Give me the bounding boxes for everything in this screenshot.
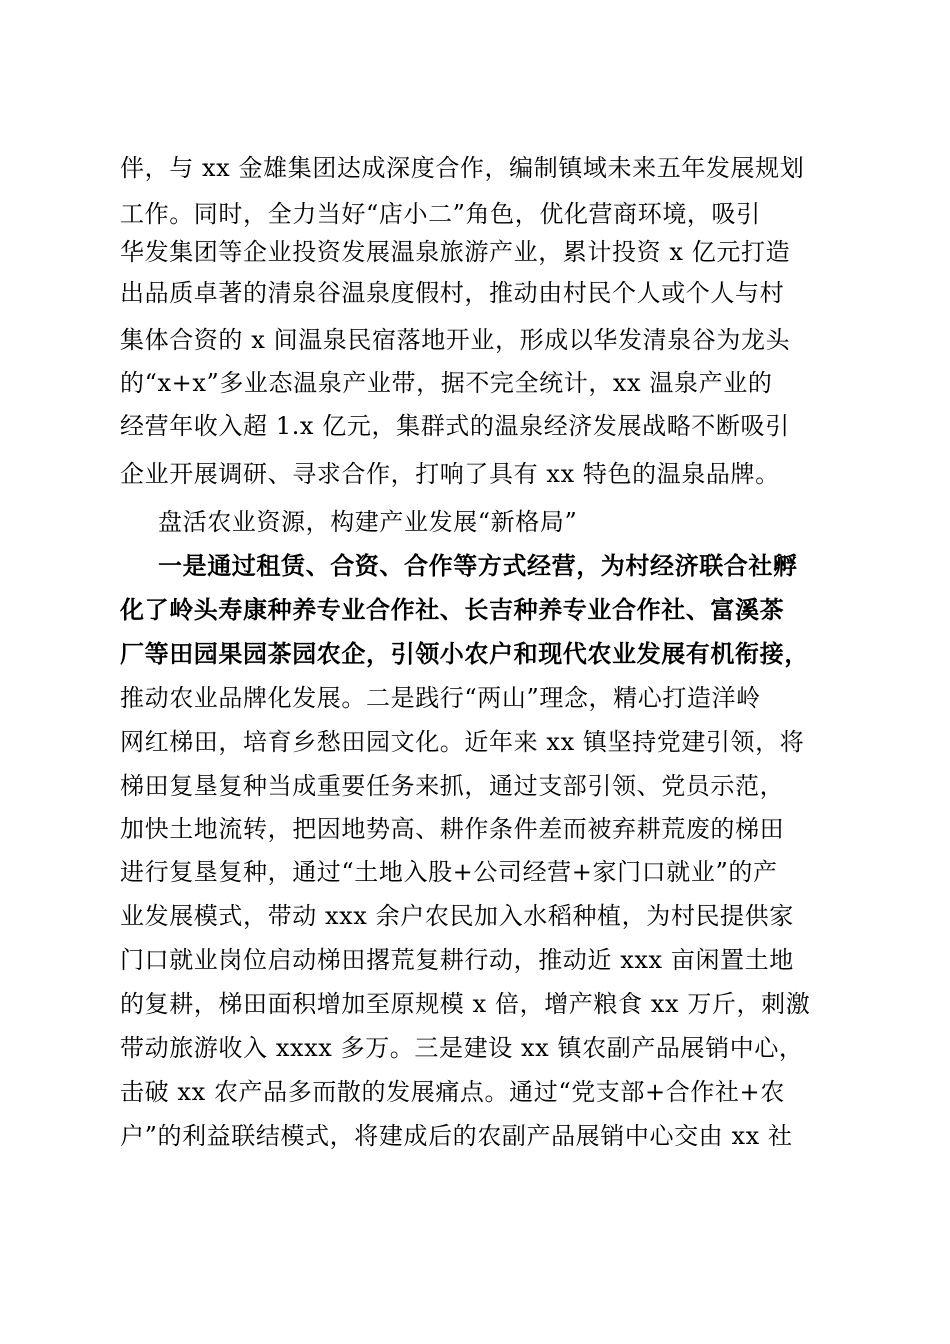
text-line-5: 集体合资的 x 间温泉民宿落地开业，形成以华发清泉谷为龙头 xyxy=(120,326,791,354)
text-line-17: 进行复垦复种，通过“土地入股+公司经营+家门口就业”的产 xyxy=(120,858,778,886)
text-line-21: 带动旅游收入 xxxx 多万。三是建设 xx 镇农副产品展销中心， xyxy=(120,1034,804,1062)
text-line-19: 门口就业岗位启动梯田撂荒复耕行动，推动近 xxx 亩闲置土地 xyxy=(120,946,794,974)
text-line-14: 网红梯田，培育乡愁田园文化。近年来 xx 镇坚持党建引领，将 xyxy=(120,728,805,756)
text-line-23: 户”的利益联结模式，将建成后的农副产品展销中心交由 xx 社 xyxy=(120,1122,793,1150)
text-line-2: 工作。同时，全力当好“店小二”角色，优化营商环境，吸引 xyxy=(120,200,761,228)
text-line-4: 出品质卓著的清泉谷温泉度假村，推动由村民个人或个人与村 xyxy=(120,279,785,307)
text-line-22: 击破 xx 农产品多而散的发展痛点。通过“党支部+合作社+农 xyxy=(120,1078,785,1106)
text-line-20: 的复耕，梯田面积增加至原规模 x 倍，增产粮食 xx 万斤，刺激 xyxy=(120,990,811,1018)
text-line-15: 梯田复垦复种当成重要任务来抓，通过支部引领、党员示范， xyxy=(120,772,785,800)
text-line-10: 一是通过租赁、合资、合作等方式经营，为村经济联合社孵 xyxy=(158,551,798,580)
section-heading: 盘活农业资源，构建产业发展“新格局” xyxy=(158,508,578,536)
text-line-18: 业发展模式，带动 xxx 余户农民加入水稻种植，为村民提供家 xyxy=(120,902,794,930)
text-line-1: 伴，与 xx 金雄集团达成深度合作，编制镇域未来五年发展规划 xyxy=(120,154,805,182)
text-line-3: 华发集团等企业投资发展温泉旅游产业，累计投资 x 亿元打造 xyxy=(120,238,791,266)
text-line-13: 推动农业品牌化发展。二是践行“两山”理念，精心打造洋岭 xyxy=(120,684,761,712)
text-line-7: 经营年收入超 1.x 亿元，集群式的温泉经济发展战略不断吸引 xyxy=(120,412,790,440)
text-line-11: 化了岭头寿康种养专业合作社、长吉种养专业合作社、富溪茶 xyxy=(120,595,785,624)
text-line-6: 的“x+x”多业态温泉产业带，据不完全统计，xx 温泉产业的 xyxy=(120,369,773,397)
text-line-12: 厂等田园果园茶园农企，引领小农户和现代农业发展有机衔接， xyxy=(120,639,809,668)
text-line-16: 加快土地流转，把因地势高、耕作条件差而被弃耕荒废的梯田 xyxy=(120,815,785,843)
text-line-8: 企业开展调研、寻求合作，打响了具有 xx 特色的温泉品牌。 xyxy=(120,460,780,488)
